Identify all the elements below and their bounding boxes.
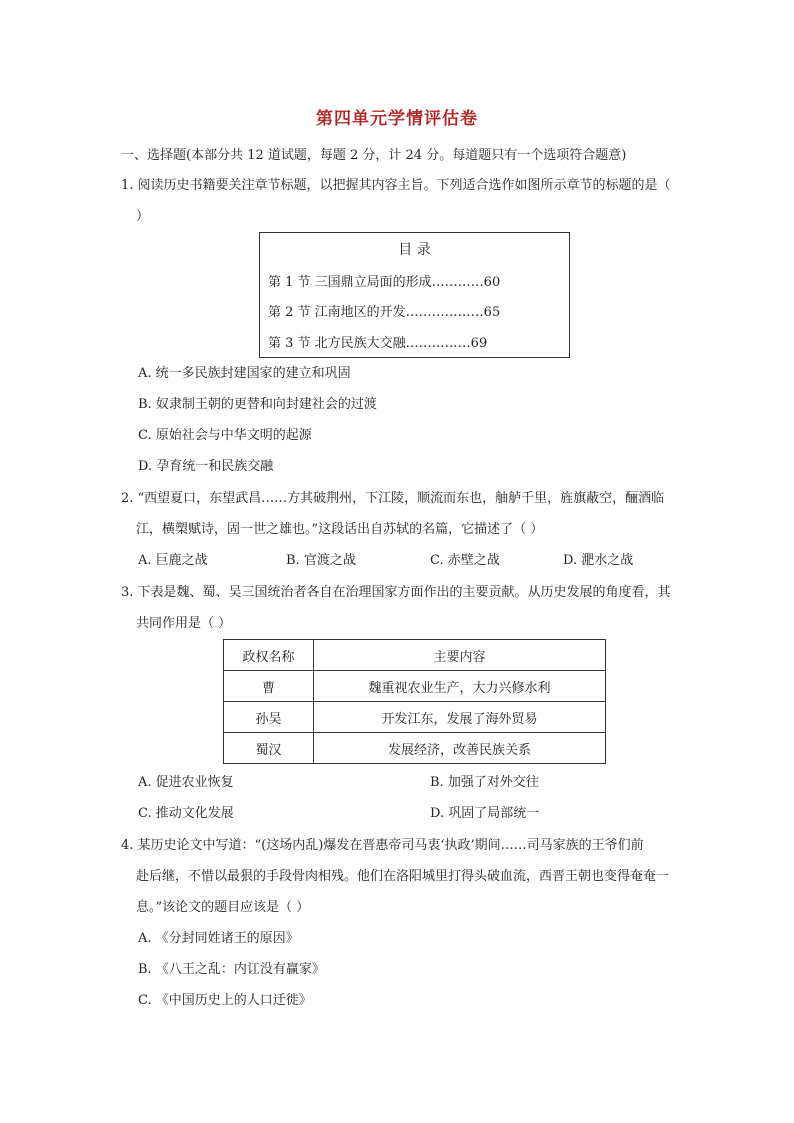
toc-box (259, 232, 570, 358)
q4-stem-line1: 4. 某历史论文中写道：“(这场内乱)爆发在晋惠帝司马衷‘执政’期间……司马家族的王爷们前 (121, 838, 644, 853)
section-heading: 一、选择题(本部分共 12 道试题，每题 2 分，计 24 分。每道题只有一个选项符合题意) (121, 148, 627, 163)
q2-option-a: A. 巨鹿之战 (138, 553, 208, 568)
q3-option-d: D. 巩固了局部统一 (430, 806, 540, 821)
page-title: 第四单元学情评估卷 (316, 109, 478, 129)
table-cell: 发展经济，改善民族关系 (314, 733, 606, 764)
q4-option-a: A. 《分封同姓诸王的原因》 (138, 931, 299, 946)
q4-stem-line2: 赴后继，不惜以最狠的手段骨肉相残。他们在洛阳城里打得头破血流，西晋王朝也变得奄奄一 (136, 869, 670, 884)
table-header-row (224, 640, 606, 671)
q1-option-d: D. 孕育统一和民族交融 (138, 459, 274, 474)
q3-table (223, 639, 606, 764)
q3-option-b: B. 加强了对外交往 (430, 775, 539, 790)
q2-option-d: D. 淝水之战 (563, 553, 634, 568)
q1-stem-line2: ） (136, 209, 150, 224)
q3-option-a: A. 促进农业恢复 (138, 775, 234, 790)
toc-heading: 目 录 (398, 242, 431, 258)
toc-item: 第 2 节 江南地区的开发………………65 (268, 305, 501, 320)
toc-item: 第 1 节 三国鼎立局面的形成…………60 (268, 275, 501, 290)
q2-stem-line2: 江，横槊赋诗，固一世之雄也。”这段话出自苏轼的名篇，它描述了（ ） (136, 522, 544, 537)
table-cell: 孙吴 (224, 702, 314, 733)
q4-option-b: B. 《八王之乱：内讧没有赢家》 (138, 962, 325, 977)
table-row (224, 702, 606, 733)
toc-item: 第 3 节 北方民族大交融……………69 (268, 336, 488, 351)
table-row (224, 671, 606, 702)
q2-option-c: C. 赤壁之战 (430, 553, 500, 568)
q2-option-b: B. 官渡之战 (286, 553, 356, 568)
q1-option-a: A. 统一多民族封建国家的建立和巩固 (138, 366, 351, 381)
table-cell: 曹 (224, 671, 314, 702)
q1-stem-line1: 1. 阅读历史书籍要关注章节标题，以把握其内容主旨。下列适合选作如图所示章节的标题的是（ (121, 178, 671, 193)
q3-stem-line2: 共同作用是（ ） (136, 616, 232, 631)
table-row (224, 733, 606, 764)
q3-stem-line1: 3. 下表是魏、蜀、吴三国统治者各自在治理国家方面作出的主要贡献。从历史发展的角度看，其 (121, 585, 671, 600)
q2-stem-line1: 2. “西望夏口，东望武昌……方其破荆州，下江陵，顺流而东也，舳舻千里，旌旗蔽空，酾酒临 (121, 491, 665, 506)
table-cell: 蜀汉 (224, 733, 314, 764)
table-header: 主要内容 (314, 640, 606, 671)
table-cell: 开发江东，发展了海外贸易 (314, 702, 606, 733)
q1-option-c: C. 原始社会与中华文明的起源 (138, 428, 312, 443)
q3-option-c: C. 推动文化发展 (138, 806, 234, 821)
table-cell: 魏重视农业生产，大力兴修水利 (314, 671, 606, 702)
q4-option-c: C. 《中国历史上的人口迁徙》 (138, 993, 312, 1008)
q1-option-b: B. 奴隶制王朝的更替和向封建社会的过渡 (138, 397, 377, 412)
table-header: 政权名称 (224, 640, 314, 671)
q4-stem-line3: 息。”该论文的题目应该是（ ） (136, 900, 310, 915)
